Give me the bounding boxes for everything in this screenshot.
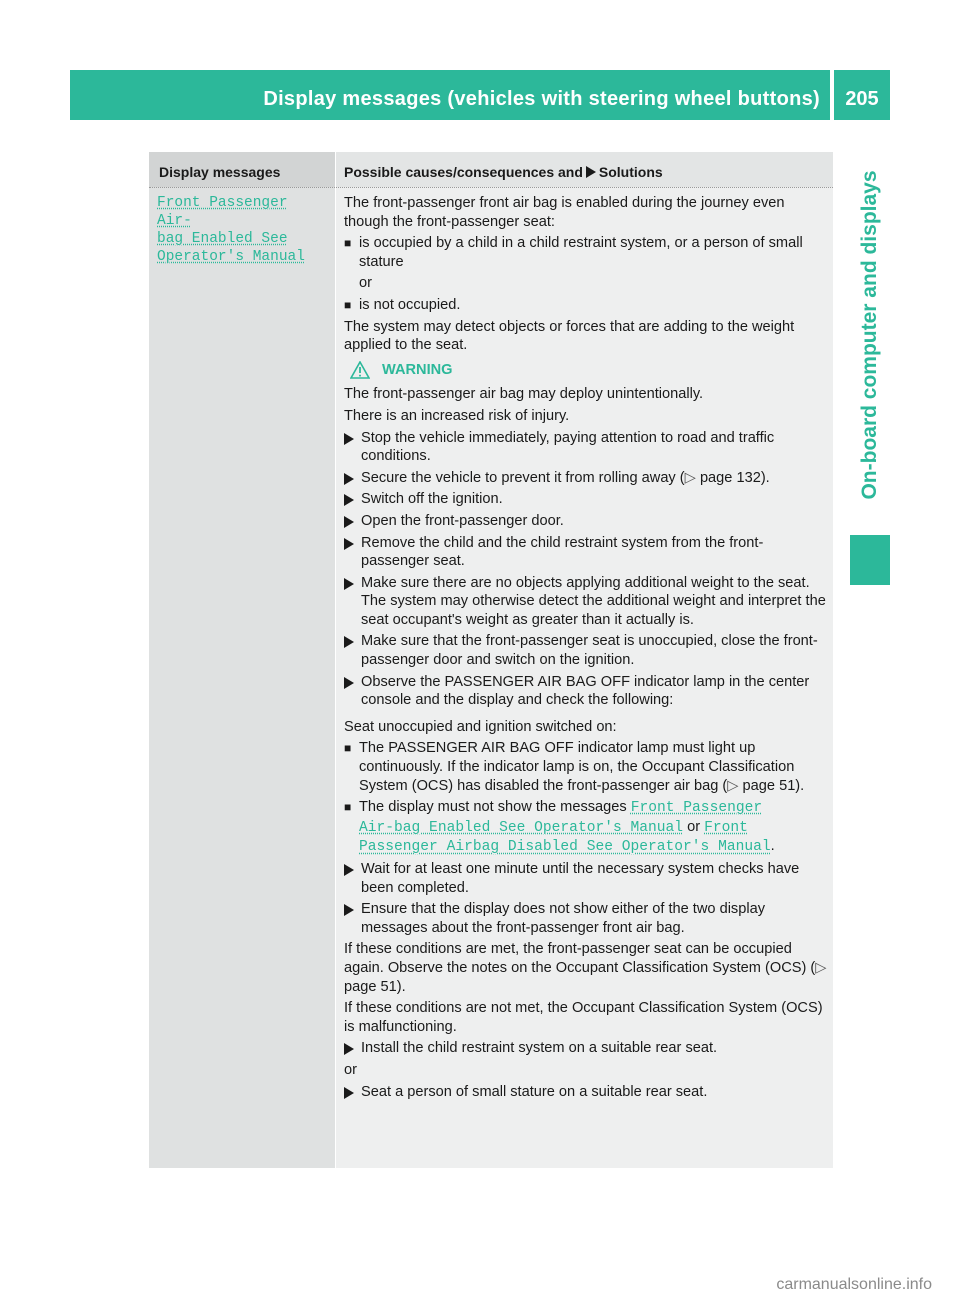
page-ref-icon: ▷ <box>684 469 696 486</box>
bullet-icon: ■ <box>344 236 352 251</box>
action-arrow-icon <box>344 538 354 550</box>
column-header-suffix: Solutions <box>598 164 663 180</box>
action-arrow-icon <box>344 473 354 485</box>
action-arrow-icon <box>586 166 596 178</box>
conditions-met-text: If these conditions are met, the front-passenger seat can be occupied again. Observe the notes on the Occupant Classification System (OCS) (▷ page 51). <box>344 941 827 995</box>
action-step: Observe the PASSENGER AIR BAG OFF indicator lamp in the center console and the display and check the following: <box>344 673 828 710</box>
page-number-box <box>834 70 890 120</box>
action-arrow-icon <box>344 864 354 876</box>
action-arrow-icon <box>344 1043 354 1055</box>
or-text: or <box>359 275 372 292</box>
section-side-marker <box>850 535 890 585</box>
section-side-tab-label: On-board computer and displays <box>858 170 881 500</box>
action-step: Ensure that the display does not show either of the two display messages about the front-passenger front air bag. <box>344 900 828 937</box>
action-step: Stop the vehicle immediately, paying attention to road and traffic conditions. <box>344 429 828 466</box>
action-step: Seat a person of small stature on a suitable rear seat. <box>344 1083 828 1102</box>
table-column-solutions <box>336 152 833 1168</box>
action-step: Make sure there are no objects applying additional weight to the seat. The system may otherwise detect the additional weight and interpret the seat occupant's weight as greater than it actually is. <box>344 574 828 630</box>
page-title: Display messages (vehicles with steering wheel buttons) <box>263 88 820 110</box>
page-ref-icon: ▷ <box>815 959 827 976</box>
display-message-ref: Front Passenger Air‑bag Enabled See Operator's Manual <box>359 800 763 836</box>
system-detect-text: The system may detect objects or forces that are adding to the weight applied to the seat. <box>344 318 795 354</box>
display-message-cell <box>157 194 329 266</box>
bullet-icon: ■ <box>344 800 352 815</box>
action-arrow-icon <box>344 1087 354 1099</box>
section-side-tab <box>850 140 890 530</box>
column-header-causes-solutions <box>336 152 833 187</box>
column-header-prefix: Possible causes/consequences and <box>344 164 583 180</box>
bullet-icon: ■ <box>344 297 352 312</box>
display-message-ref: Front Passenger Airbag Disabled See Operator's Manual <box>359 819 771 856</box>
step-note: The system may otherwise detect the additional weight and interpret the seat occupant's weight as greater than it actually is. <box>361 593 826 628</box>
action-step: Secure the vehicle to prevent it from rolling away (▷ page 132). <box>344 469 828 488</box>
display-message-line: Front Passenger Air‑ <box>157 195 288 229</box>
warning-heading <box>350 361 828 380</box>
seat-unoccupied-text: Seat unoccupied and ignition switched on: <box>344 718 617 735</box>
warning-text: The front-passenger air bag may deploy unintentionally. <box>344 386 704 403</box>
intro-text: The front-passenger front air bag is enabled during the journey even though the front-passenger seat: <box>344 195 785 230</box>
action-step: Install the child restraint system on a suitable rear seat. <box>344 1039 828 1058</box>
page-number: 205 <box>845 88 879 110</box>
list-item: ■ is not occupied. <box>344 296 461 313</box>
list-item: ■ is occupied by a child in a child restraint system, or a person of small stature <box>344 235 803 270</box>
row-separator <box>149 187 335 188</box>
display-message-line: Operator's Manual <box>157 249 305 265</box>
action-step: Remove the child and the child restraint system from the front-passenger seat. <box>344 534 828 571</box>
warning-text: There is an increased risk of injury. <box>344 407 570 424</box>
table-column-messages <box>149 152 335 1168</box>
solutions-cell <box>344 194 828 1104</box>
warning-label: WARNING <box>382 361 453 378</box>
action-arrow-icon <box>344 677 354 689</box>
page-ref-icon: ▷ <box>727 777 739 794</box>
header-bar <box>70 70 830 120</box>
or-text: or <box>344 1061 357 1078</box>
action-step: Wait for at least one minute until the necessary system checks have been completed. <box>344 860 828 897</box>
display-message-line: bag Enabled See <box>157 231 288 247</box>
action-arrow-icon <box>344 516 354 528</box>
action-step: Switch off the ignition. <box>344 490 828 509</box>
action-arrow-icon <box>344 494 354 506</box>
list-item: ■ The PASSENGER AIR BAG OFF indicator lamp must light up continuously. If the indicator lamp is on, the Occupant Classification System (OCS) has disabled the front-passenger air bag (▷ page 51). <box>344 740 805 794</box>
action-arrow-icon <box>344 578 354 590</box>
row-separator <box>336 187 833 188</box>
watermark: carmanualsonline.info <box>776 1276 932 1293</box>
action-step: Make sure that the front-passenger seat is unoccupied, close the front-passenger door and switch on the ignition. <box>344 632 828 669</box>
list-item: ■ The display must not show the messages Front Passenger Air‑bag Enabled See Operator's Manual or Front Passenger Airbag Disabled See Operator's Manual. <box>344 799 775 856</box>
action-arrow-icon <box>344 433 354 445</box>
warning-triangle-icon <box>350 361 370 379</box>
action-arrow-icon <box>344 636 354 648</box>
bullet-icon: ■ <box>344 741 352 756</box>
action-arrow-icon <box>344 904 354 916</box>
action-step: Open the front-passenger door. <box>344 512 828 531</box>
column-header-display-messages: Display messages <box>149 152 335 187</box>
conditions-not-met-text: If these conditions are not met, the Occupant Classification System (OCS) is malfunctioning. <box>344 1000 823 1035</box>
